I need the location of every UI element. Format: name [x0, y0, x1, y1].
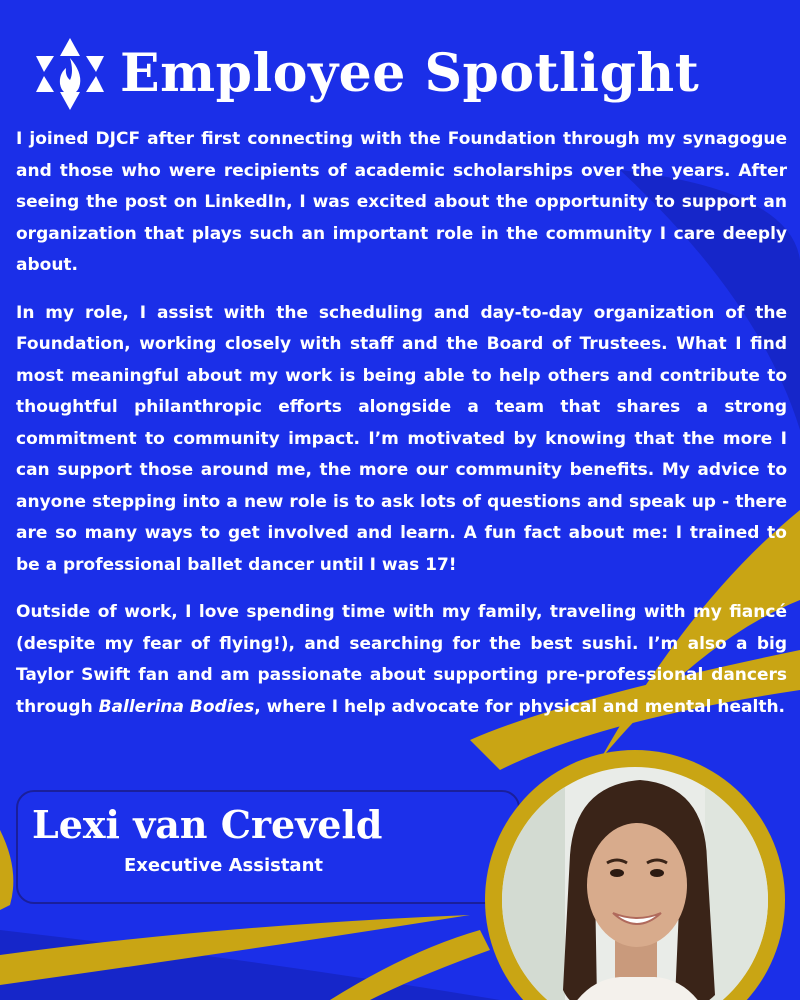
paragraph-role: In my role, I assist with the scheduling and day-to-day organization of the Foundation, working closely with staff and the Board of Trustees. What I find most meaningful about my work is being able to help others and contribute to thoughtful philanthropic efforts alongside a team that shares a strong commitment to community impact. I’m motivated by knowing that the more I can support those around me, the more our community benefits. My advice to anyone stepping into a new role is to ask lots of questions and speak up - there are so many ways to get involved and learn. A fun fact about me: I trained to be a professional ballet dancer until I was 17!	[16, 302, 787, 575]
employee-role: Executive Assistant	[124, 855, 323, 876]
paragraph-personal-end: , where I help advocate for physical and mental health.	[254, 696, 786, 717]
paragraph-personal	[16, 597, 787, 723]
spotlight-body	[16, 124, 787, 739]
ballerina-bodies-text: Ballerina Bodies	[98, 696, 255, 717]
gold-swoosh-left	[0, 830, 13, 910]
employee-portrait	[475, 745, 795, 1000]
header	[30, 34, 699, 114]
employee-name: Lexi van Creveld	[32, 802, 383, 847]
star-of-david-flame-icon	[30, 34, 110, 114]
paragraph-intro: I joined DJCF after first connecting with the Foundation through my synagogue and those who were recipients of academic scholarships over the years. After seeing the post on LinkedIn, I was excited about the opportunity to support an organization that plays such an important role in the community I care deeply about.	[16, 129, 787, 275]
paragraph-personal-start: Outside of work, I love spending time with my family, traveling with my fiancé (despite my fear of flying!), and searching for the best sushi. I’m also a big Taylor Swift fan and am passionate about supporting pre-professional dancers through	[16, 602, 787, 717]
page-title: Employee Spotlight	[120, 43, 700, 104]
name-card	[16, 790, 520, 904]
